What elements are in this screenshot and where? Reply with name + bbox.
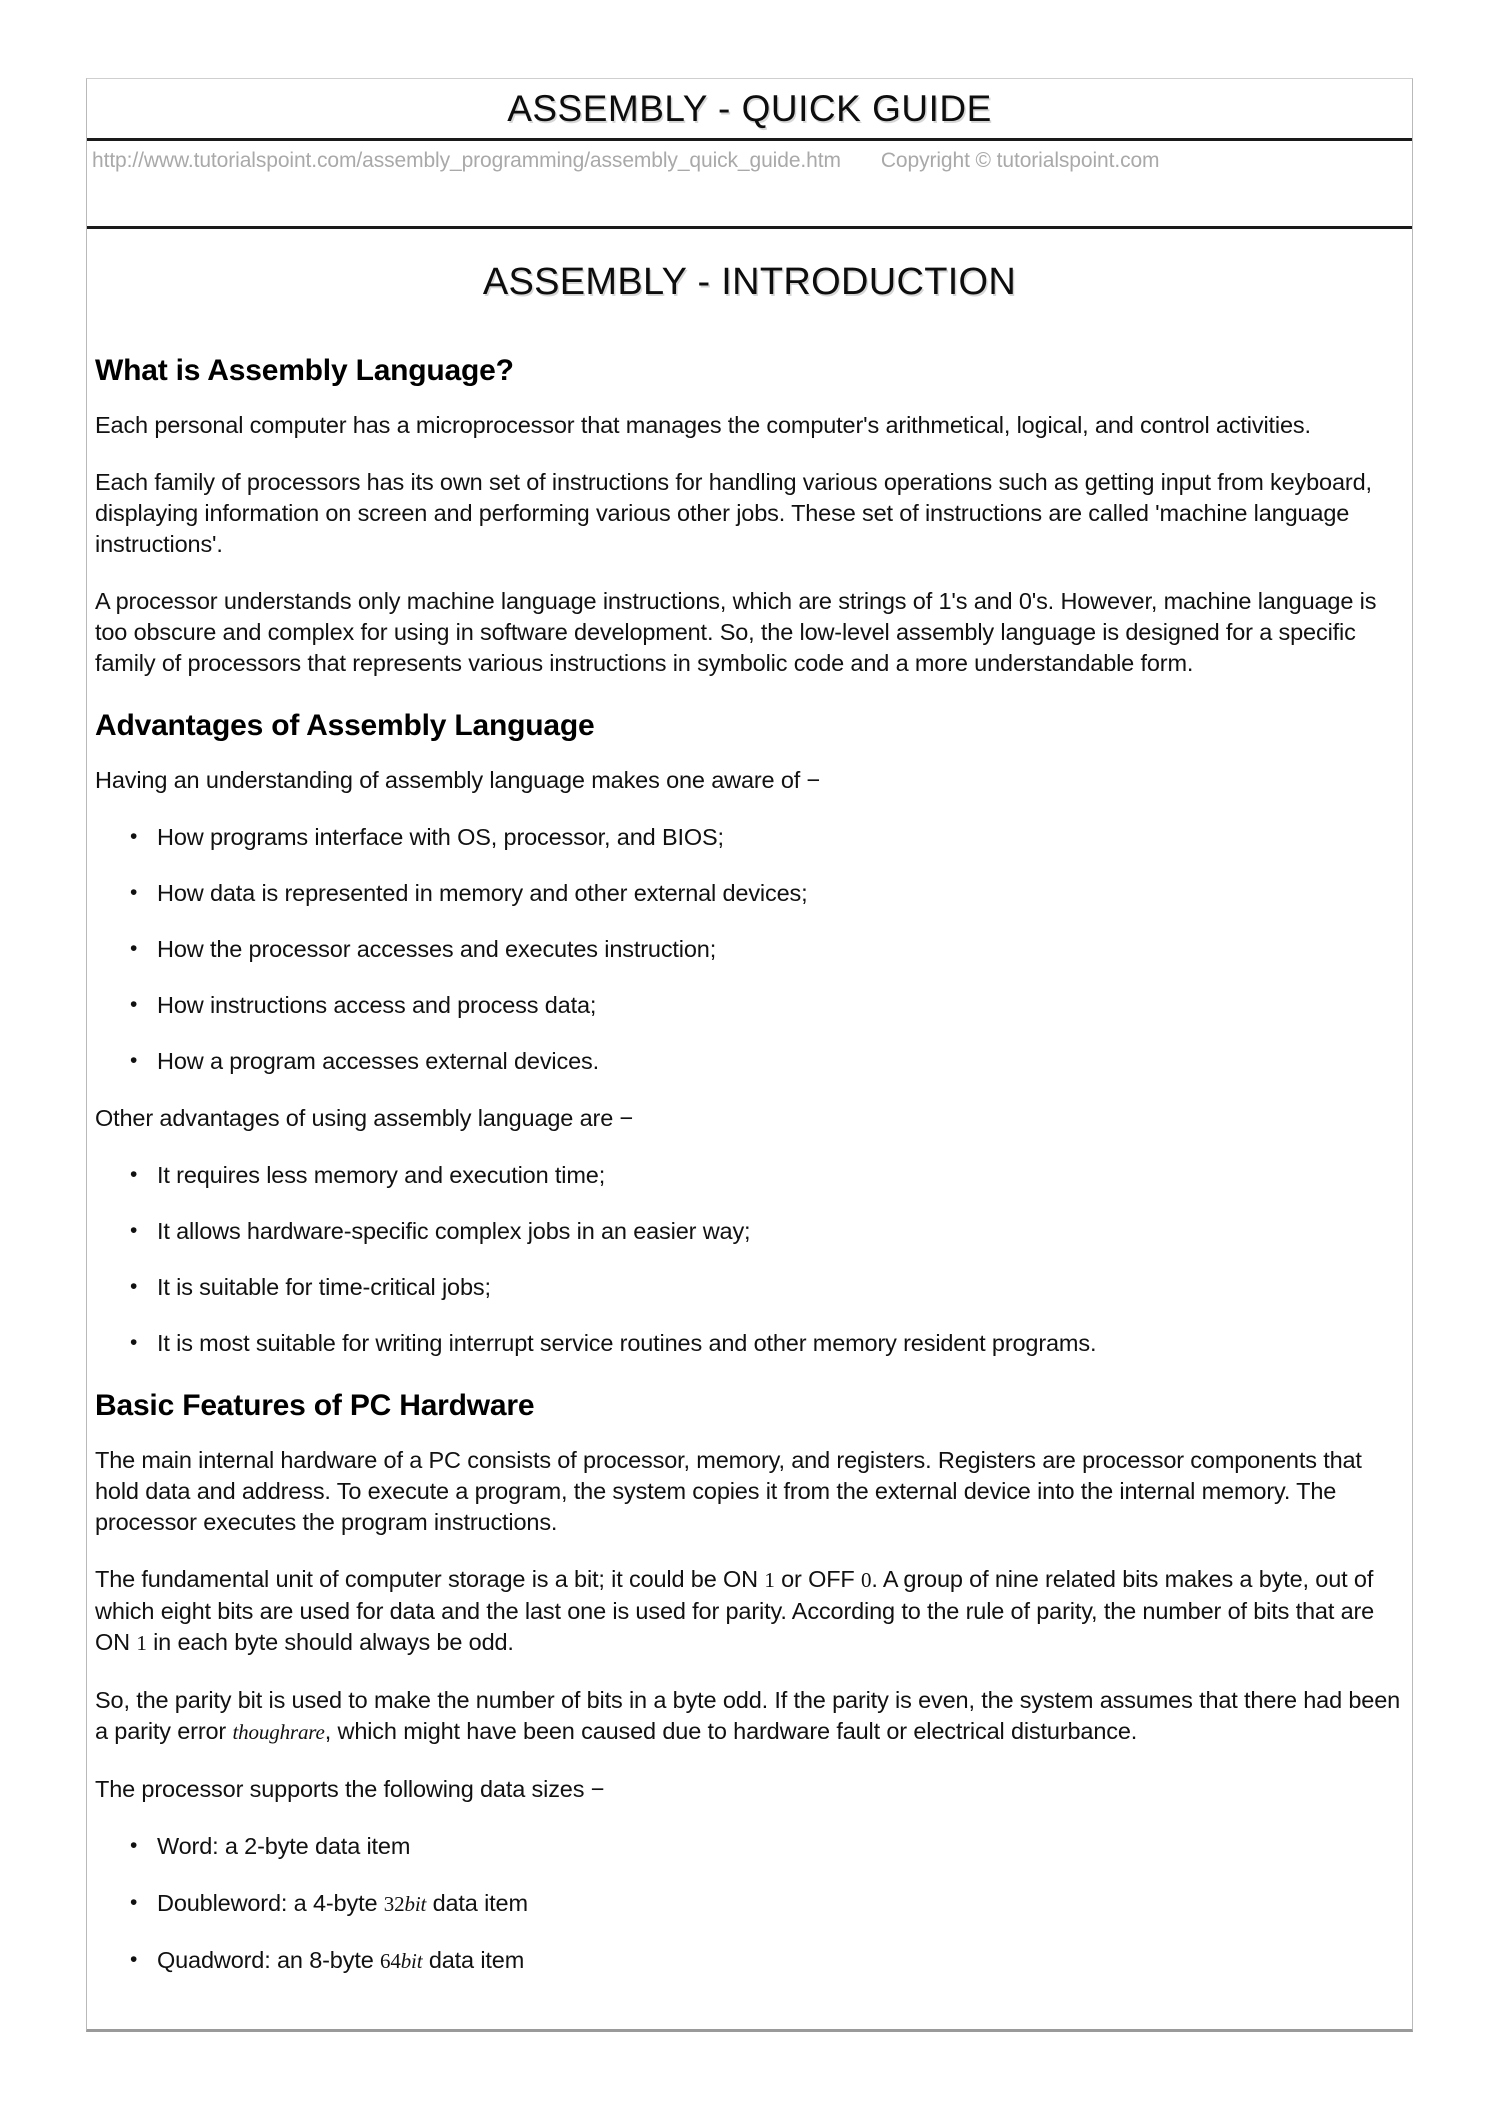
guide-title: ASSEMBLY - QUICK GUIDE: [507, 87, 992, 129]
list-item: • How programs interface with OS, processor, and BIOS;: [157, 822, 1404, 853]
paragraph-what-is-3: A processor understands only machine language instructions, which are strings of 1's and 0's. However, machine language is too obscure and complex for using in software development. So, the low-level assembly language is designed for a specific family of processors that represents various instructions in symbolic code and a more understandable form.: [95, 588, 1377, 676]
paragraph-what-is-2: Each family of processors has its own set of instructions for handling various operations such as getting input from keyboard, displaying information on screen and performing various other jobs. These set of instructions are called 'machine language instructions'.: [95, 469, 1372, 557]
value-bit-on-second: 1: [136, 1631, 147, 1655]
heading-what-is-assembly-language: What is Assembly Language?: [95, 354, 514, 387]
inline-italic-note: thoughrare: [232, 1720, 325, 1744]
heading-basic-features-pc-hardware: Basic Features of PC Hardware: [95, 1389, 535, 1422]
text-fragment: Quadword: an 8-byte: [157, 1947, 380, 1973]
list-item: • It is most suitable for writing interrupt service routines and other memory resident programs.: [157, 1328, 1404, 1359]
paragraph-advantages-intro: Having an understanding of assembly language makes one aware of −: [95, 767, 821, 793]
document-page: [86, 78, 1413, 2032]
heading-advantages: Advantages of Assembly Language: [95, 709, 595, 742]
text-fragment: data item: [426, 1890, 528, 1916]
paragraph-hardware-1: The main internal hardware of a PC consists of processor, memory, and registers. Registers are processor components that hold data and address. To execute a program, the system copies it from the external device into the internal memory. The processor executes the program instructions.: [95, 1447, 1362, 1535]
paragraph-data-sizes-intro: The processor supports the following data sizes −: [95, 1776, 605, 1802]
copyright-notice: Copyright © tutorialspoint.com: [880, 149, 1160, 172]
value-bit-on: 1: [764, 1568, 775, 1592]
document-content: [87, 229, 1412, 2029]
list-item: • How data is represented in memory and other external devices;: [157, 878, 1404, 909]
text-fragment: Word: a 2-byte data item: [157, 1833, 411, 1859]
unit-bit: bit: [400, 1949, 423, 1973]
list-item: [157, 1831, 1404, 1863]
list-item: • It allows hardware-specific complex jobs in an easier way;: [157, 1216, 1404, 1247]
list-item: [157, 1888, 1404, 1920]
list-item: [157, 1945, 1404, 1977]
list-item: • It requires less memory and execution time;: [157, 1160, 1404, 1191]
value-bit-width: 32: [383, 1892, 405, 1916]
source-url[interactable]: http://www.tutorialspoint.com/assembly_programming/assembly_quick_guide.htm: [92, 149, 841, 172]
unit-bit: bit: [404, 1892, 427, 1916]
list-item: • It is suitable for time-critical jobs;: [157, 1272, 1404, 1303]
value-bit-off: 0: [861, 1568, 872, 1592]
text-fragment: in each byte should always be odd.: [146, 1629, 514, 1655]
page-title: ASSEMBLY - INTRODUCTION: [482, 261, 1017, 303]
text-fragment: Doubleword: a 4-byte: [157, 1890, 384, 1916]
advantages-list-two: [95, 1160, 1404, 1359]
text-fragment: The fundamental unit of computer storage is a bit; it could be ON: [95, 1566, 765, 1592]
paragraph-advantages-intro-two: Other advantages of using assembly language are −: [95, 1105, 634, 1131]
advantages-list-one: [95, 822, 1404, 1077]
text-fragment: . A group of nine related bits makes a byte, out of which eight bits are used for data and the last one is used for parity. According to the rule of parity, the number of bits that are ON: [95, 1566, 1375, 1655]
paragraph-hardware-bits: [95, 1564, 1404, 1659]
meta-row: [87, 141, 1412, 229]
paragraph-what-is-1: Each personal computer has a microprocessor that manages the computer's arithmetical, logical, and control activities.: [95, 412, 1311, 438]
text-fragment: , which might have been caused due to hardware fault or electrical disturbance.: [324, 1718, 1138, 1744]
list-item: • How the processor accesses and executes instruction;: [157, 934, 1404, 965]
list-item: • How instructions access and process data;: [157, 990, 1404, 1021]
text-fragment: So, the parity bit is used to make the number of bits in a byte odd. If the parity is even, the system assumes that there had been a parity error: [95, 1687, 1401, 1744]
paragraph-hardware-parity: [95, 1685, 1404, 1748]
page-header-band: [87, 79, 1412, 141]
value-bit-width: 64: [380, 1949, 401, 1973]
list-item: • How a program accesses external devices.: [157, 1046, 1404, 1077]
text-fragment: data item: [422, 1947, 525, 1973]
data-sizes-list: [95, 1831, 1404, 1977]
text-fragment: or OFF: [774, 1566, 861, 1592]
